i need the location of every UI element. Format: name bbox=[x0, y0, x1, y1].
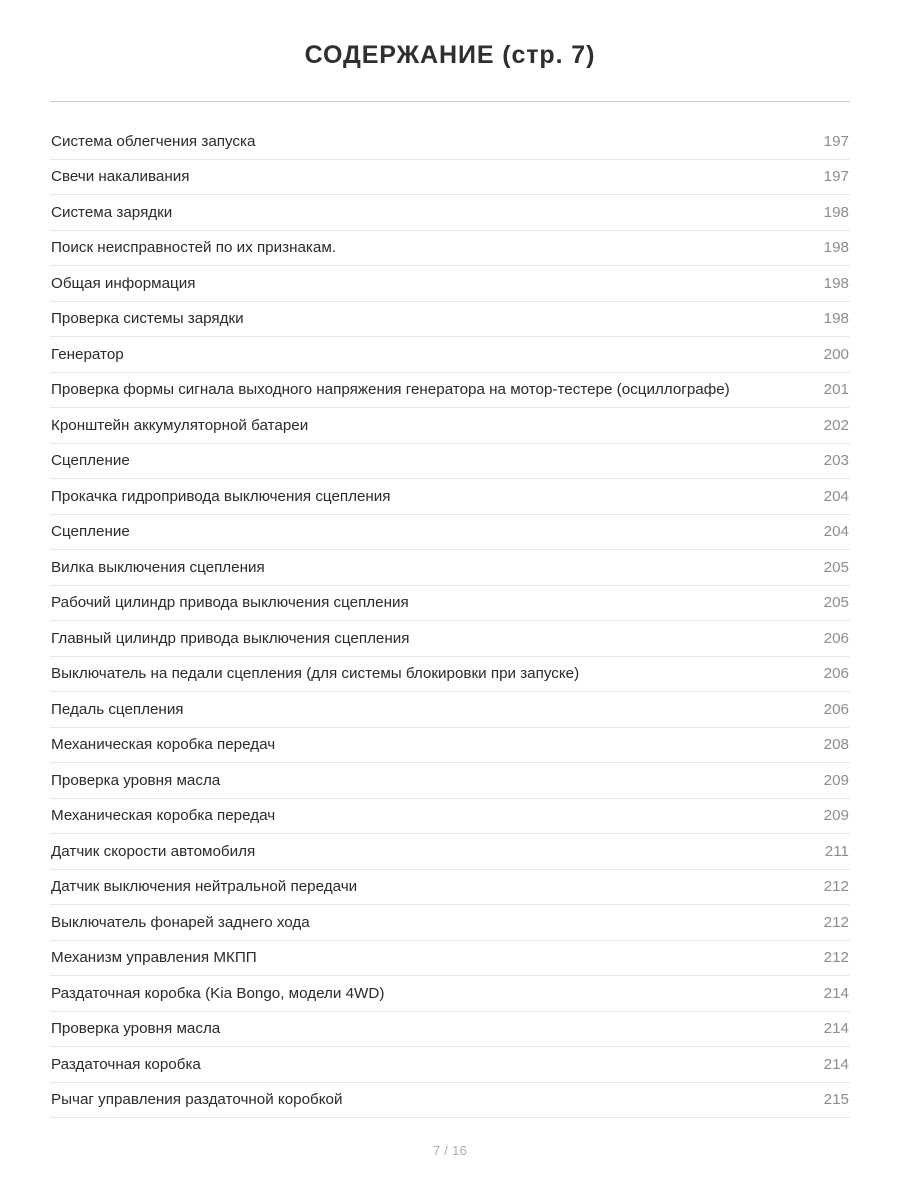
toc-entry-label[interactable]: Вилка выключения сцепления bbox=[51, 558, 265, 576]
table-row[interactable] bbox=[50, 514, 850, 550]
toc-entry-page-number: 212 bbox=[823, 878, 849, 895]
table-row[interactable] bbox=[50, 408, 850, 444]
toc-entry-label[interactable]: Сцепление bbox=[51, 523, 130, 540]
table-row[interactable] bbox=[50, 621, 850, 657]
toc-entry-page-number: 197 bbox=[823, 168, 849, 185]
toc-entry-label[interactable]: Раздаточная коробка (Kia Bongo, модели 4WD) bbox=[51, 984, 385, 1002]
table-row[interactable] bbox=[50, 763, 850, 799]
table-row[interactable] bbox=[50, 479, 850, 515]
toc-entry-page-number: 198 bbox=[823, 203, 849, 221]
table-row[interactable] bbox=[50, 727, 850, 763]
toc-entry-page-number: 206 bbox=[823, 665, 849, 682]
toc-entry-page-number: 211 bbox=[824, 842, 849, 860]
toc-entry-label[interactable]: Сцепление bbox=[51, 452, 130, 469]
toc-entry-label[interactable]: Генератор bbox=[51, 345, 124, 363]
toc-entry-page-number: 209 bbox=[823, 807, 849, 824]
toc-entry-label[interactable]: Свечи накаливания bbox=[51, 168, 190, 185]
toc-entry-page-number: 206 bbox=[823, 700, 849, 718]
toc-entry-page-number: 200 bbox=[823, 345, 849, 363]
toc-entry-page-number: 201 bbox=[823, 381, 849, 398]
toc-entry-label[interactable]: Механизм управления МКПП bbox=[51, 949, 257, 966]
table-row[interactable] bbox=[50, 266, 850, 302]
toc-entry-page-number: 214 bbox=[823, 1055, 849, 1073]
toc-entry-page-number: 198 bbox=[823, 310, 849, 327]
toc-entry-label[interactable]: Выключатель фонарей заднего хода bbox=[51, 913, 310, 931]
table-row[interactable] bbox=[50, 905, 850, 941]
toc-entry-page-number: 212 bbox=[823, 913, 849, 931]
toc-entry-page-number: 209 bbox=[823, 771, 849, 789]
table-row[interactable] bbox=[50, 585, 850, 621]
table-row[interactable] bbox=[50, 976, 850, 1012]
toc-entry-label[interactable]: Рабочий цилиндр привода выключения сцепления bbox=[51, 594, 409, 611]
toc-entry-page-number: 212 bbox=[823, 949, 849, 966]
toc-entry-label[interactable]: Общая информация bbox=[51, 274, 196, 292]
toc-entry-page-number: 214 bbox=[823, 1020, 849, 1037]
toc-entry-page-number: 214 bbox=[823, 984, 849, 1002]
table-row[interactable] bbox=[50, 656, 850, 692]
table-row[interactable] bbox=[50, 869, 850, 905]
toc-entry-label[interactable]: Проверка системы зарядки bbox=[51, 310, 244, 327]
toc-entry-page-number: 203 bbox=[823, 452, 849, 469]
table-row[interactable] bbox=[50, 159, 850, 195]
toc-entry-page-number: 205 bbox=[823, 558, 849, 576]
table-row[interactable] bbox=[50, 798, 850, 834]
title-divider bbox=[50, 101, 850, 102]
table-row[interactable] bbox=[50, 443, 850, 479]
toc-entry-page-number: 197 bbox=[823, 132, 849, 150]
toc-entry-label[interactable]: Проверка уровня масла bbox=[51, 771, 221, 789]
table-row[interactable] bbox=[50, 692, 850, 728]
toc-entry-page-number: 215 bbox=[823, 1091, 849, 1108]
toc-entry-page-number: 208 bbox=[823, 736, 849, 753]
page-footer: 7 / 16 bbox=[432, 1143, 468, 1158]
toc-entry-label[interactable]: Рычаг управления раздаточной коробкой bbox=[51, 1091, 343, 1108]
table-of-contents bbox=[50, 124, 850, 1118]
page-title: СОДЕРЖАНИЕ (стр. 7) bbox=[304, 41, 596, 69]
table-row[interactable] bbox=[50, 124, 850, 159]
toc-entry-label[interactable]: Главный цилиндр привода выключения сцепления bbox=[51, 629, 410, 647]
toc-entry-label[interactable]: Поиск неисправностей по их признакам. bbox=[51, 239, 336, 256]
toc-entry-page-number: 202 bbox=[823, 416, 849, 434]
table-row[interactable] bbox=[50, 1011, 850, 1047]
toc-entry-label[interactable]: Проверка уровня масла bbox=[51, 1020, 221, 1037]
toc-entry-label[interactable]: Механическая коробка передач bbox=[51, 807, 276, 824]
table-row[interactable] bbox=[50, 372, 850, 408]
toc-entry-label[interactable]: Раздаточная коробка bbox=[51, 1055, 201, 1073]
table-row[interactable] bbox=[50, 940, 850, 976]
toc-body bbox=[50, 124, 850, 1118]
toc-entry-page-number: 204 bbox=[823, 487, 849, 505]
toc-entry-label[interactable]: Система зарядки bbox=[51, 203, 173, 221]
toc-entry-label[interactable]: Датчик выключения нейтральной передачи bbox=[51, 878, 358, 895]
toc-entry-page-number: 205 bbox=[823, 594, 849, 611]
table-row[interactable] bbox=[50, 550, 850, 586]
toc-entry-label[interactable]: Кронштейн аккумуляторной батареи bbox=[51, 416, 309, 434]
table-row[interactable] bbox=[50, 1082, 850, 1118]
toc-entry-page-number: 198 bbox=[823, 239, 849, 256]
table-row[interactable] bbox=[50, 301, 850, 337]
toc-entry-page-number: 206 bbox=[823, 629, 849, 647]
toc-entry-label[interactable]: Проверка формы сигнала выходного напряжения генератора на мотор-тестере (осциллографе) bbox=[51, 381, 730, 398]
table-row[interactable] bbox=[50, 230, 850, 266]
toc-entry-page-number: 198 bbox=[823, 274, 849, 292]
toc-entry-page-number: 204 bbox=[823, 523, 849, 540]
table-row[interactable] bbox=[50, 195, 850, 231]
toc-entry-label[interactable]: Система облегчения запуска bbox=[51, 132, 256, 150]
toc-entry-label[interactable]: Датчик скорости автомобиля bbox=[51, 842, 256, 860]
toc-entry-label[interactable]: Выключатель на педали сцепления (для системы блокировки при запуске) bbox=[51, 665, 580, 682]
table-row[interactable] bbox=[50, 834, 850, 870]
toc-entry-label[interactable]: Педаль сцепления bbox=[51, 700, 184, 718]
toc-entry-label[interactable]: Прокачка гидропривода выключения сцепления bbox=[51, 487, 391, 505]
table-row[interactable] bbox=[50, 337, 850, 373]
table-row[interactable] bbox=[50, 1047, 850, 1083]
toc-entry-label[interactable]: Механическая коробка передач bbox=[51, 736, 276, 753]
